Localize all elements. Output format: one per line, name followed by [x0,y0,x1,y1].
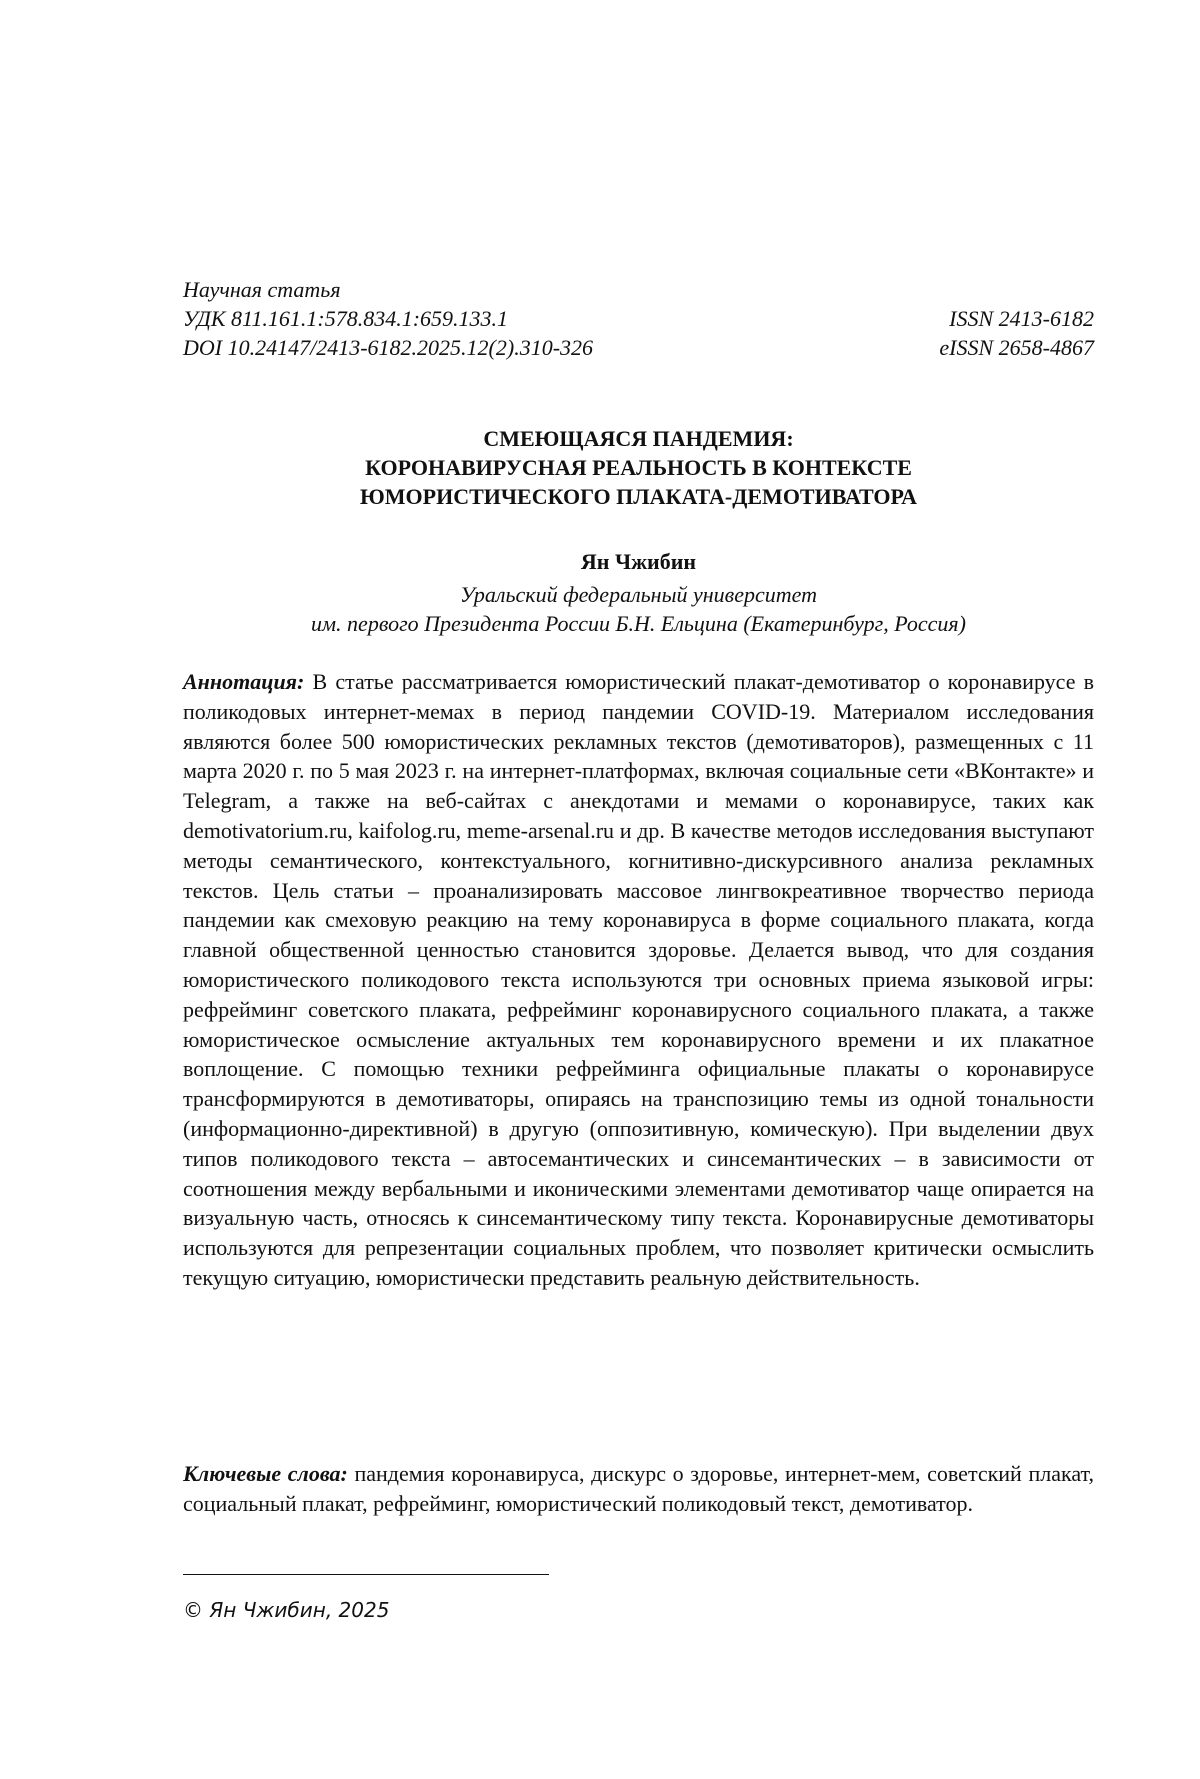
title-line-3: ЮМОРИСТИЧЕСКОГО ПЛАКАТА-ДЕМОТИВАТОРА [360,484,917,509]
eissn: eISSN 2658-4867 [939,335,1094,360]
paper-title [183,424,1094,511]
keywords-text: пандемия коронавируса, дискурс о здоровье, интернет-мем, советский плакат, социальный плакат, рефрейминг, юмористический поликодовый текст, демотиватор. [183,1461,1094,1516]
copyright-notice: © Ян Чжибин, 2025 [183,1598,390,1622]
affiliation-line-2: им. первого Президента России Б.Н. Ельцина (Екатеринбург, Россия) [311,611,966,636]
article-meta [183,275,1094,362]
doi: DOI 10.24147/2413-6182.2025.12(2).310-326 [183,335,594,360]
issn: ISSN 2413-6182 [949,306,1094,331]
keywords [183,1459,1094,1519]
meta-row-type [183,275,1094,304]
keywords-label: Ключевые слова: [183,1461,355,1486]
abstract [183,667,1094,1293]
footnote-divider [183,1574,549,1575]
affiliation-line-1: Уральский федеральный университет [459,582,817,607]
article-type: Научная статья [183,277,341,302]
udk-code: УДК 811.161.1:578.834.1:659.133.1 [183,306,509,331]
abstract-label: Аннотация: [183,669,313,694]
author-affiliation [183,580,1094,638]
abstract-text: В статье рассматривается юмористический плакат-демотиватор о коронавирусе в поликодовых интернет-мемах в период пандемии COVID-19. Материалом исследования являются более 500 юмористических рекламных текстов (демотиваторов), размещенных с 11 марта 2020 г. по 5 мая 2023 г. на интернет-платформах, включая социальные сети «ВКонтакте» и Telegram, а также на веб-сайтах с анекдотами и мемами о коронавирусе, таких как demotivatorium.ru, kaifolog.ru, meme-arsenal.ru и др. В качестве методов исследования выступают методы семантического, контекстуального, когнитивно-дискурсивного анализа рекламных текстов. Цель статьи – проанализировать массовое лингвокреативное творчество периода пандемии как смеховую реакцию на тему коронавируса в форме социального плаката, когда главной общественной ценностью становится здоровье. Делается вывод, что для создания юмористического поликодового текста используются три основных приема языковой игры: рефрейминг советского плаката, рефрейминг коронавирусного социального плаката, а также юмористическое осмысление актуальных тем коронавирусного времени и их плакатное воплощение. С помощью техники рефрейминга официальные плакаты о коронавирусе трансформируются в демотиваторы, опираясь на транспозицию темы из одной тональности (информационно-директивной) в другую (оппозитивную, комическую). При выделении двух типов поликодового текста – автосемантических и синсемантических – в зависимости от соотношения между вербальными и иконическими элементами демотиватор чаще опирается на визуальную часть, относясь к синсемантическому типу текста. Коронавирусные демотиваторы используются для репрезентации социальных проблем, что позволяет критически осмыслить текущую ситуацию, юмористически представить реальную действительность. [183,669,1095,1290]
title-line-2: КОРОНАВИРУСНАЯ РЕАЛЬНОСТЬ В КОНТЕКСТЕ [365,455,912,480]
meta-row-doi [183,333,1094,362]
title-line-1: СМЕЮЩАЯСЯ ПАНДЕМИЯ: [483,426,794,451]
meta-row-udk [183,304,1094,333]
author-name: Ян Чжибин [580,549,697,574]
